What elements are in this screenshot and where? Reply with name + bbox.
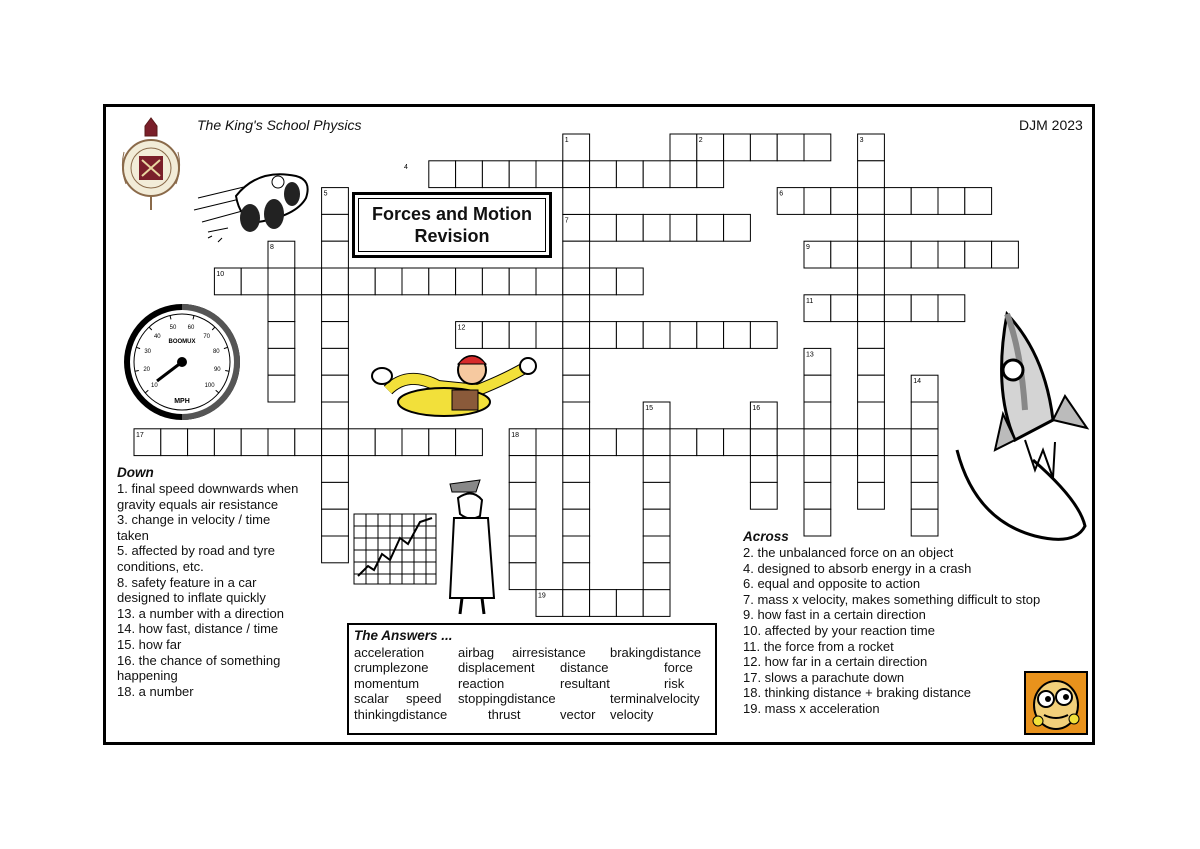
title-line-2: Revision xyxy=(414,226,490,246)
crossword-cell[interactable] xyxy=(322,509,349,536)
crossword-cell[interactable] xyxy=(563,456,590,483)
crossword-cell[interactable] xyxy=(509,322,536,349)
speedometer-tick-label: 60 xyxy=(187,325,195,332)
crossword-cell[interactable] xyxy=(429,268,456,295)
crossword-cell[interactable] xyxy=(563,536,590,563)
crossword-cell[interactable] xyxy=(348,268,375,295)
answer-word: stoppingdistance xyxy=(458,691,556,706)
crossword-cell[interactable] xyxy=(482,322,509,349)
across-clue: 6. equal and opposite to action xyxy=(743,576,921,592)
crossword-cell[interactable] xyxy=(590,590,617,617)
speedometer-tick-label: 50 xyxy=(169,325,177,332)
crossword-cell[interactable] xyxy=(858,295,885,322)
crossword-cell[interactable] xyxy=(563,429,590,456)
crossword-cell[interactable] xyxy=(643,563,670,590)
crossword-cell[interactable] xyxy=(268,295,295,322)
crossword-cell[interactable] xyxy=(322,456,349,483)
crossword-cell[interactable] xyxy=(911,482,938,509)
clue-number: 13 xyxy=(806,351,814,359)
crossword-cell[interactable] xyxy=(724,214,751,241)
clue-number: 7 xyxy=(564,217,569,225)
crossword-cell[interactable] xyxy=(348,429,375,456)
crossword-cell[interactable] xyxy=(482,161,509,188)
crossword-cell[interactable] xyxy=(241,268,268,295)
crossword-cell[interactable] xyxy=(965,241,992,268)
crossword-cell[interactable] xyxy=(643,161,670,188)
crossword-cell[interactable] xyxy=(858,402,885,429)
crossword-cell[interactable] xyxy=(697,214,724,241)
crossword-cell[interactable] xyxy=(724,134,751,161)
crossword-cell[interactable] xyxy=(911,241,938,268)
crossword-cell[interactable] xyxy=(884,429,911,456)
crossword-cell[interactable] xyxy=(563,563,590,590)
crossword-cell[interactable] xyxy=(616,161,643,188)
crossword-cell[interactable] xyxy=(268,375,295,402)
crossword-cell[interactable] xyxy=(322,482,349,509)
down-clue: 5. affected by road and tyre conditions, etc. xyxy=(117,543,276,574)
crossword-cell[interactable] xyxy=(965,188,992,215)
crossword-cell[interactable] xyxy=(643,509,670,536)
clue-number: 2 xyxy=(698,137,703,144)
crossword-cell[interactable] xyxy=(750,429,777,456)
crossword-cell[interactable] xyxy=(777,429,804,456)
crossword-cell[interactable] xyxy=(536,429,563,456)
clue-number: 6 xyxy=(779,190,784,198)
crossword-cell[interactable] xyxy=(643,429,670,456)
crossword-cell[interactable] xyxy=(456,429,483,456)
clue-number: 5 xyxy=(323,190,328,198)
crossword-cell[interactable] xyxy=(590,322,617,349)
crossword-cell[interactable] xyxy=(884,241,911,268)
answer-word: thinkingdistance xyxy=(354,706,448,722)
crossword-cell[interactable] xyxy=(563,482,590,509)
crossword-cell[interactable] xyxy=(563,241,590,268)
author-date: DJM 2023 xyxy=(1019,117,1083,133)
crossword-cell[interactable] xyxy=(616,590,643,617)
crossword-cell[interactable] xyxy=(858,375,885,402)
crossword-cell[interactable] xyxy=(536,268,563,295)
across-clue: 10. affected by your reaction time xyxy=(743,622,935,638)
crossword-cell[interactable] xyxy=(804,402,831,429)
crossword-cell[interactable] xyxy=(268,268,295,295)
crossword-cell[interactable] xyxy=(670,214,697,241)
speedometer-brand: BOOMUX xyxy=(168,339,196,345)
crossword-cell[interactable] xyxy=(214,429,241,456)
crossword-cell[interactable] xyxy=(563,295,590,322)
crossword-cell[interactable] xyxy=(858,348,885,375)
speedometer-tick-label: 90 xyxy=(213,366,221,373)
crossword-cell[interactable] xyxy=(858,161,885,188)
crossword-cell[interactable] xyxy=(670,161,697,188)
answer-word: distance xyxy=(560,660,609,675)
crossword-cell[interactable] xyxy=(938,295,965,322)
crossword-cell[interactable] xyxy=(911,429,938,456)
clue-number: 4 xyxy=(404,163,408,171)
crossword-cell[interactable] xyxy=(563,402,590,429)
crossword-cell[interactable] xyxy=(188,429,215,456)
school-name: The King's School Physics xyxy=(197,117,362,133)
answer-word: force xyxy=(664,660,693,675)
answer-word: scalar xyxy=(354,691,389,706)
crossword-cell[interactable] xyxy=(456,268,483,295)
clue-number: 10 xyxy=(216,271,225,278)
answer-word: acceleration xyxy=(354,644,425,660)
crossword-cell[interactable] xyxy=(322,214,349,241)
speedometer-tick-label: 100 xyxy=(204,383,215,390)
crossword-cell[interactable] xyxy=(509,482,536,509)
across-heading: Across xyxy=(743,529,789,544)
answer-word: risk xyxy=(664,675,685,691)
crossword-cell[interactable] xyxy=(536,161,563,188)
across-clue: 18. thinking distance + braking distance xyxy=(743,685,972,701)
crossword-cell[interactable] xyxy=(750,134,777,161)
speedometer-tick-label: 30 xyxy=(144,349,152,355)
crossword-cell[interactable] xyxy=(911,295,938,322)
crossword-cell[interactable] xyxy=(643,322,670,349)
crossword-cell[interactable] xyxy=(938,188,965,215)
crossword-cell[interactable] xyxy=(563,188,590,215)
crossword-cell[interactable] xyxy=(268,348,295,375)
crossword-cell[interactable] xyxy=(643,456,670,483)
speedometer-tick-label: 70 xyxy=(203,333,211,340)
answer-word: speed xyxy=(406,691,442,706)
answer-word: brakingdistance xyxy=(610,644,702,660)
speedometer-tick-label: 20 xyxy=(143,366,151,373)
crossword-cell[interactable] xyxy=(911,456,938,483)
crossword-cell[interactable] xyxy=(616,268,643,295)
crossword-cell[interactable] xyxy=(616,322,643,349)
crossword-cell[interactable] xyxy=(724,429,751,456)
across-clue: 7. mass x velocity, makes something difficult to stop xyxy=(743,591,1041,607)
crossword-cell[interactable] xyxy=(509,536,536,563)
crossword-cell[interactable] xyxy=(724,322,751,349)
crossword-cell[interactable] xyxy=(590,429,617,456)
crossword-cell[interactable] xyxy=(697,322,724,349)
down-clue: 16. the chance of something happening xyxy=(117,652,281,684)
crossword-cell[interactable] xyxy=(322,536,349,563)
crossword-cell[interactable] xyxy=(804,429,831,456)
crossword-cell[interactable] xyxy=(858,268,885,295)
answer-word: thrust xyxy=(488,706,521,722)
crossword-cell[interactable] xyxy=(831,188,858,215)
crossword-cell[interactable] xyxy=(831,429,858,456)
crossword-cell[interactable] xyxy=(509,509,536,536)
crossword-cell[interactable] xyxy=(858,429,885,456)
crossword-cell[interactable] xyxy=(616,429,643,456)
crossword-cell[interactable] xyxy=(402,268,429,295)
crossword-cell[interactable] xyxy=(322,295,349,322)
answer-word: momentum xyxy=(354,675,420,691)
crossword-cell[interactable] xyxy=(509,268,536,295)
crossword-cell[interactable] xyxy=(616,214,643,241)
crossword-cell[interactable] xyxy=(858,456,885,483)
crossword-cell[interactable] xyxy=(268,322,295,349)
answer-word: crumplezone xyxy=(354,660,429,675)
crossword-cell[interactable] xyxy=(322,348,349,375)
crossword-cell[interactable] xyxy=(563,322,590,349)
crossword-cell[interactable] xyxy=(375,268,402,295)
crossword-cell[interactable] xyxy=(563,348,590,375)
clue-number: 9 xyxy=(806,244,810,252)
crossword-cell[interactable] xyxy=(322,375,349,402)
clue-number: 14 xyxy=(913,378,921,386)
down-clue: 1. final speed downwards when gravity equals air resistance xyxy=(117,481,299,512)
crossword-cell[interactable] xyxy=(911,188,938,215)
crossword-cell[interactable] xyxy=(429,161,456,188)
crossword-cell[interactable] xyxy=(858,322,885,349)
crossword-cell[interactable] xyxy=(804,482,831,509)
crossword-cell[interactable] xyxy=(992,241,1019,268)
crossword-cell[interactable] xyxy=(456,161,483,188)
crossword-cell[interactable] xyxy=(563,590,590,617)
clue-number: 18 xyxy=(511,431,519,439)
speedometer-tick-label: 10 xyxy=(151,383,158,390)
clue-number: 12 xyxy=(457,324,466,332)
clue-number: 11 xyxy=(806,297,814,305)
clue-number: 16 xyxy=(752,405,761,412)
crossword-cell[interactable] xyxy=(670,134,697,161)
crossword-cell[interactable] xyxy=(563,268,590,295)
crossword-cell[interactable] xyxy=(322,402,349,429)
crossword-cell[interactable] xyxy=(858,188,885,215)
crossword-cell[interactable] xyxy=(831,295,858,322)
crossword-cell[interactable] xyxy=(241,429,268,456)
crossword-cell[interactable] xyxy=(322,268,349,295)
crossword-cell[interactable] xyxy=(322,429,349,456)
across-clue: 17. slows a parachute down xyxy=(743,669,905,685)
crossword-cell[interactable] xyxy=(831,241,858,268)
crossword-cell[interactable] xyxy=(590,161,617,188)
crossword-cell[interactable] xyxy=(804,456,831,483)
answers-list xyxy=(354,645,710,725)
crossword-cell[interactable] xyxy=(509,456,536,483)
across-clue: 2. the unbalanced force on an object xyxy=(743,545,954,560)
down-clues xyxy=(117,465,302,699)
answer-word: reaction xyxy=(458,675,505,691)
down-clue: 15. how far xyxy=(117,636,182,652)
crossword-cell[interactable] xyxy=(938,241,965,268)
clue-number: 8 xyxy=(270,244,274,252)
across-clue: 12. how far in a certain direction xyxy=(743,654,928,670)
answer-word: airresistance xyxy=(512,644,586,660)
crossword-cell[interactable] xyxy=(375,429,402,456)
crossword-cell[interactable] xyxy=(643,536,670,563)
down-clue: 13. a number with a direction xyxy=(117,605,284,621)
crossword-cell[interactable] xyxy=(429,429,456,456)
speedometer-tick-label: 80 xyxy=(212,349,220,355)
crossword-cell[interactable] xyxy=(643,590,670,617)
across-clue: 4. designed to absorb energy in a crash xyxy=(743,560,972,576)
answers-box xyxy=(347,623,717,735)
across-clues xyxy=(743,529,1088,717)
crossword-cell[interactable] xyxy=(322,322,349,349)
title-line-1: Forces and Motion xyxy=(371,204,532,224)
crossword-cell[interactable] xyxy=(509,563,536,590)
answer-word: airbag xyxy=(458,644,495,660)
down-clue: 18. a number xyxy=(117,683,194,699)
crossword-cell[interactable] xyxy=(697,161,724,188)
answer-word: displacement xyxy=(458,660,535,675)
crossword-cell[interactable] xyxy=(563,375,590,402)
crossword-cell[interactable] xyxy=(804,134,831,161)
crossword-cell[interactable] xyxy=(161,429,188,456)
answer-word: velocity xyxy=(610,706,654,722)
down-heading: Down xyxy=(117,465,154,480)
crossword-cell[interactable] xyxy=(563,161,590,188)
crossword-cell[interactable] xyxy=(482,268,509,295)
crossword-cell[interactable] xyxy=(590,268,617,295)
speedometer-unit: MPH xyxy=(174,398,190,405)
answer-word: vector xyxy=(560,706,596,722)
crossword-cell[interactable] xyxy=(590,214,617,241)
clue-number: 19 xyxy=(538,592,546,600)
crossword-cell[interactable] xyxy=(536,322,563,349)
crossword-cell[interactable] xyxy=(911,402,938,429)
clue-number: 17 xyxy=(136,431,144,439)
crossword-cell[interactable] xyxy=(322,241,349,268)
clue-number: 3 xyxy=(859,137,864,144)
crossword-cell[interactable] xyxy=(750,482,777,509)
crossword-cell[interactable] xyxy=(295,429,322,456)
across-clue: 19. mass x acceleration xyxy=(743,700,880,716)
down-clue: 14. how fast, distance / time xyxy=(117,621,279,637)
clue-number: 1 xyxy=(564,137,569,144)
answers-heading: The Answers ... xyxy=(354,628,453,643)
crossword-cell[interactable] xyxy=(643,214,670,241)
crossword-cell[interactable] xyxy=(670,322,697,349)
crossword-cell[interactable] xyxy=(402,429,429,456)
crossword-cell[interactable] xyxy=(884,295,911,322)
crossword-cell[interactable] xyxy=(858,482,885,509)
crossword-cell[interactable] xyxy=(563,509,590,536)
crossword-cell[interactable] xyxy=(858,241,885,268)
crossword-cell[interactable] xyxy=(777,134,804,161)
answer-word: terminalvelocity xyxy=(610,691,700,706)
crossword-cell[interactable] xyxy=(509,161,536,188)
across-clue: 11. the force from a rocket xyxy=(743,638,894,654)
crossword-cell[interactable] xyxy=(804,188,831,215)
crossword-cell[interactable] xyxy=(670,429,697,456)
crossword-cell[interactable] xyxy=(643,482,670,509)
down-clue: 8. safety feature in a car designed to inflate quickly xyxy=(117,574,266,606)
crossword-cell[interactable] xyxy=(268,429,295,456)
speedometer-tick-label: 40 xyxy=(153,333,161,340)
down-clue: 3. change in velocity / time taken xyxy=(117,512,271,543)
crossword-cell[interactable] xyxy=(697,429,724,456)
clue-number: 15 xyxy=(645,405,653,412)
crossword-cell[interactable] xyxy=(750,322,777,349)
across-clue: 9. how fast in a certain direction xyxy=(743,607,926,623)
crossword-cell[interactable] xyxy=(804,375,831,402)
answer-word: resultant xyxy=(560,675,610,691)
crossword-cell[interactable] xyxy=(858,214,885,241)
crossword-cell[interactable] xyxy=(750,456,777,483)
crossword-cell[interactable] xyxy=(884,188,911,215)
crossword-cell[interactable] xyxy=(295,268,322,295)
